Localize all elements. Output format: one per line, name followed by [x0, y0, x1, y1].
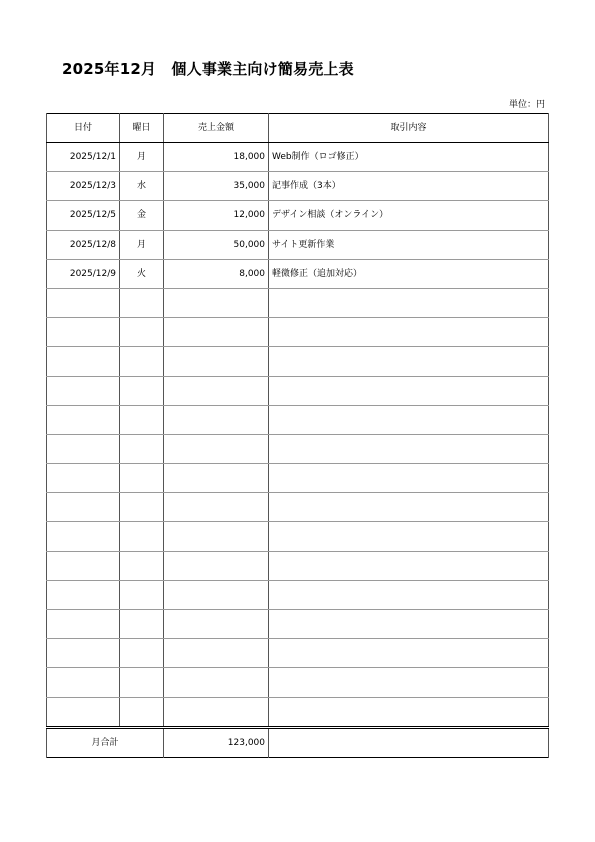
description-cell: [269, 288, 549, 317]
table-row: [47, 639, 549, 668]
day-of-week-cell: [120, 493, 164, 522]
amount-cell: 8,000: [164, 259, 269, 288]
description-cell: サイト更新作業: [269, 230, 549, 259]
table-row: [47, 288, 549, 317]
day-of-week-cell: [120, 288, 164, 317]
day-of-week-cell: 火: [120, 259, 164, 288]
description-cell: [269, 464, 549, 493]
monthly-total-row: [47, 727, 549, 757]
description-cell: デザイン相談（オンライン）: [269, 201, 549, 230]
amount-cell: [164, 405, 269, 434]
monthly-total-blank: [269, 727, 549, 757]
day-of-week-cell: [120, 610, 164, 639]
date-cell: [47, 464, 120, 493]
amount-cell: [164, 493, 269, 522]
date-cell: [47, 668, 120, 697]
table-row: [47, 318, 549, 347]
amount-cell: 50,000: [164, 230, 269, 259]
date-cell: [47, 580, 120, 609]
date-cell: [47, 551, 120, 580]
day-of-week-cell: [120, 464, 164, 493]
table-row: [47, 434, 549, 463]
day-of-week-cell: 水: [120, 172, 164, 201]
description-cell: [269, 668, 549, 697]
table-header-row: [47, 114, 549, 143]
date-cell: 2025/12/3: [47, 172, 120, 201]
date-cell: [47, 434, 120, 463]
amount-cell: [164, 347, 269, 376]
column-header-sales-amount: 売上金額: [164, 114, 269, 143]
date-cell: [47, 697, 120, 727]
date-cell: 2025/12/1: [47, 143, 120, 172]
description-cell: Web制作（ロゴ修正）: [269, 143, 549, 172]
monthly-total-label: 月合計: [47, 727, 164, 757]
table-row: [47, 522, 549, 551]
description-cell: 軽微修正（追加対応）: [269, 259, 549, 288]
amount-cell: [164, 522, 269, 551]
day-of-week-cell: [120, 668, 164, 697]
table-row: [47, 347, 549, 376]
day-of-week-cell: [120, 434, 164, 463]
amount-cell: [164, 551, 269, 580]
column-header-transaction-details: 取引内容: [269, 114, 549, 143]
description-cell: [269, 405, 549, 434]
amount-cell: [164, 580, 269, 609]
description-cell: [269, 551, 549, 580]
table-row: [47, 697, 549, 727]
date-cell: [47, 610, 120, 639]
date-cell: [47, 639, 120, 668]
day-of-week-cell: [120, 318, 164, 347]
description-cell: [269, 318, 549, 347]
amount-cell: [164, 610, 269, 639]
unit-label: 単位：円: [508, 100, 545, 110]
day-of-week-cell: [120, 376, 164, 405]
date-cell: [47, 347, 120, 376]
amount-cell: 35,000: [164, 172, 269, 201]
day-of-week-cell: [120, 639, 164, 668]
table-row: [47, 668, 549, 697]
table-row: [47, 610, 549, 639]
day-of-week-cell: [120, 522, 164, 551]
date-cell: 2025/12/9: [47, 259, 120, 288]
amount-cell: 18,000: [164, 143, 269, 172]
table-row: [47, 172, 549, 201]
date-cell: [47, 288, 120, 317]
amount-cell: [164, 288, 269, 317]
amount-cell: [164, 318, 269, 347]
amount-cell: [164, 434, 269, 463]
day-of-week-cell: [120, 551, 164, 580]
amount-cell: [164, 697, 269, 727]
description-cell: [269, 522, 549, 551]
date-cell: [47, 405, 120, 434]
date-cell: [47, 318, 120, 347]
table-row: [47, 230, 549, 259]
date-cell: [47, 522, 120, 551]
table-row: [47, 376, 549, 405]
description-cell: [269, 347, 549, 376]
table-row: [47, 580, 549, 609]
table-row: [47, 143, 549, 172]
monthly-total-amount: 123,000: [164, 727, 269, 757]
day-of-week-cell: 月: [120, 230, 164, 259]
description-cell: [269, 639, 549, 668]
description-cell: [269, 376, 549, 405]
description-cell: [269, 697, 549, 727]
amount-cell: 12,000: [164, 201, 269, 230]
description-cell: [269, 493, 549, 522]
table-row: [47, 464, 549, 493]
description-cell: [269, 434, 549, 463]
table-row: [47, 259, 549, 288]
description-cell: [269, 610, 549, 639]
day-of-week-cell: [120, 347, 164, 376]
day-of-week-cell: [120, 580, 164, 609]
date-cell: [47, 493, 120, 522]
day-of-week-cell: [120, 697, 164, 727]
table-row: [47, 493, 549, 522]
table-row: [47, 405, 549, 434]
date-cell: 2025/12/5: [47, 201, 120, 230]
description-cell: 記事作成（3本）: [269, 172, 549, 201]
page-title: 2025年12月 個人事業主向け簡易売上表: [62, 60, 354, 78]
table-row: [47, 201, 549, 230]
day-of-week-cell: 金: [120, 201, 164, 230]
sales-table: [46, 113, 549, 758]
date-cell: [47, 376, 120, 405]
amount-cell: [164, 376, 269, 405]
day-of-week-cell: 月: [120, 143, 164, 172]
amount-cell: [164, 668, 269, 697]
day-of-week-cell: [120, 405, 164, 434]
column-header-date: 日付: [47, 114, 120, 143]
table-row: [47, 551, 549, 580]
date-cell: 2025/12/8: [47, 230, 120, 259]
description-cell: [269, 580, 549, 609]
amount-cell: [164, 464, 269, 493]
amount-cell: [164, 639, 269, 668]
column-header-day-of-week: 曜日: [120, 114, 164, 143]
